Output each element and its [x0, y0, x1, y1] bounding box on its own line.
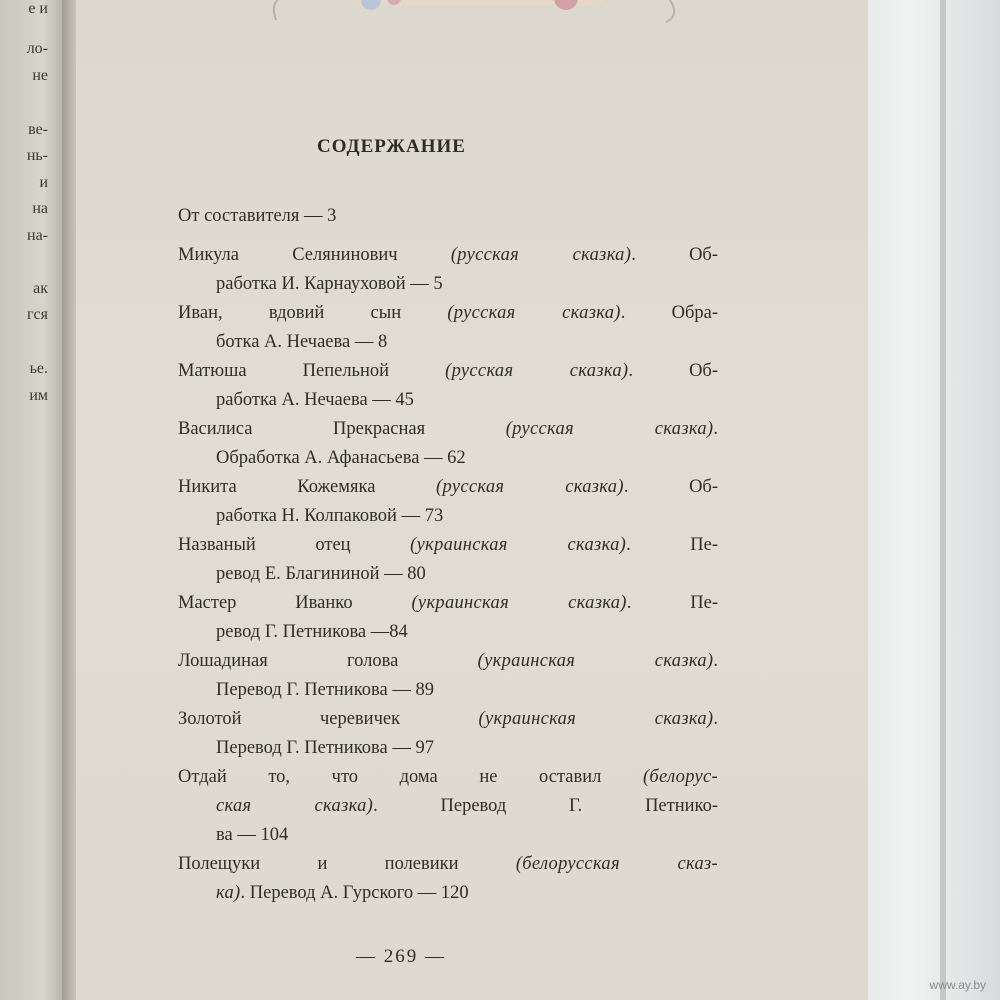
facing-page-text: ло-	[26, 40, 48, 57]
page-number: — 269 —	[356, 946, 446, 967]
facing-page-text: ак	[33, 280, 48, 297]
facing-page-text: ве-	[28, 121, 48, 138]
toc-entry: Отдай то, что дома не оставил (белорус- ская сказка). Перевод Г. Петнико- ва — 104	[178, 767, 718, 845]
toc-entry: Василиса Прекрасная (русская сказка). Обработка А. Афанасьева — 62	[178, 419, 718, 468]
toc-entry: Названый отец (украинская сказка). Пе- ревод Е. Благининой — 80	[178, 535, 719, 584]
facing-page-text: и	[39, 174, 48, 191]
facing-page-text: на-	[27, 227, 48, 244]
toc-entry: Золотой черевичек (украинская сказка). Перевод Г. Петникова — 97	[178, 709, 718, 758]
toc-entry: Иван, вдовий сын (русская сказка). Обра- ботка А. Нечаева — 8	[178, 303, 718, 352]
book-gutter	[62, 0, 76, 1000]
toc-entry: Мастер Иванко (украинская сказка). Пе- ревод Г. Петникова —84	[178, 593, 718, 642]
toc-entry: Лошадиная голова (украинская сказка). Перевод Г. Петникова — 89	[178, 651, 718, 700]
toc-entry: Матюша Пепельной (русская сказка). Об- работка А. Нечаева — 45	[178, 361, 719, 410]
table-of-contents	[178, 202, 718, 908]
facing-page	[0, 0, 62, 1000]
facing-page-text: им	[29, 387, 48, 404]
book-cover-edge	[868, 0, 1000, 1000]
facing-page-text: нь-	[26, 147, 48, 164]
watermark: www.ay.by	[929, 978, 986, 992]
facing-page-text: е и	[28, 0, 48, 17]
facing-page-text: гся	[26, 306, 48, 323]
cover-edge-line	[940, 0, 946, 1000]
facing-page-text: на	[32, 200, 48, 217]
contents-page: СОДЕРЖАНИЕ От составителя — 3 Микула Селянинович (русская сказка). Об- работка И. Карнауховой — 5 Иван, вдовий сын (русская сказка). Обра- ботка А. Нечаева — 8 Матюша Пепельной (русская сказка). Об- работка А. Нечаева — 45 Василиса Прекрасная (русская сказка). Обработка А. Афанасьева — 62 Никита Кожемяка (русская сказка). Об- работка Н. Колпаковой — 73 Названый отец (украинская сказка). Пе- ревод Е. Благининой — 80 Мастер Иванко (украинская сказка). Пе- ревод Г. Петникова —84 Лошадиная голова (украинская сказка). Перевод Г. Петникова — 89 Золотой черевичек (украинская сказка). Перевод Г. Петникова — 97 Отдай то, что дома не оставил (белорус- ская сказка). Перевод Г. Петнико- ва — 104 Полещуки и полевики (белорусская сказ- ка). Перевод А. Гурского — 120 — 269 —	[76, 0, 868, 1000]
floral-ornament-icon	[266, 0, 706, 30]
facing-page-text: не	[32, 67, 48, 84]
toc-entry: Полещуки и полевики (белорусская сказ- ка). Перевод А. Гурского — 120	[178, 854, 719, 903]
toc-entry: От составителя — 3	[178, 206, 337, 226]
toc-entry: Никита Кожемяка (русская сказка). Об- работка Н. Колпаковой — 73	[178, 477, 719, 526]
facing-page-text: ье.	[29, 360, 48, 377]
toc-entry: Микула Селянинович (русская сказка). Об- работка И. Карнауховой — 5	[178, 245, 718, 294]
